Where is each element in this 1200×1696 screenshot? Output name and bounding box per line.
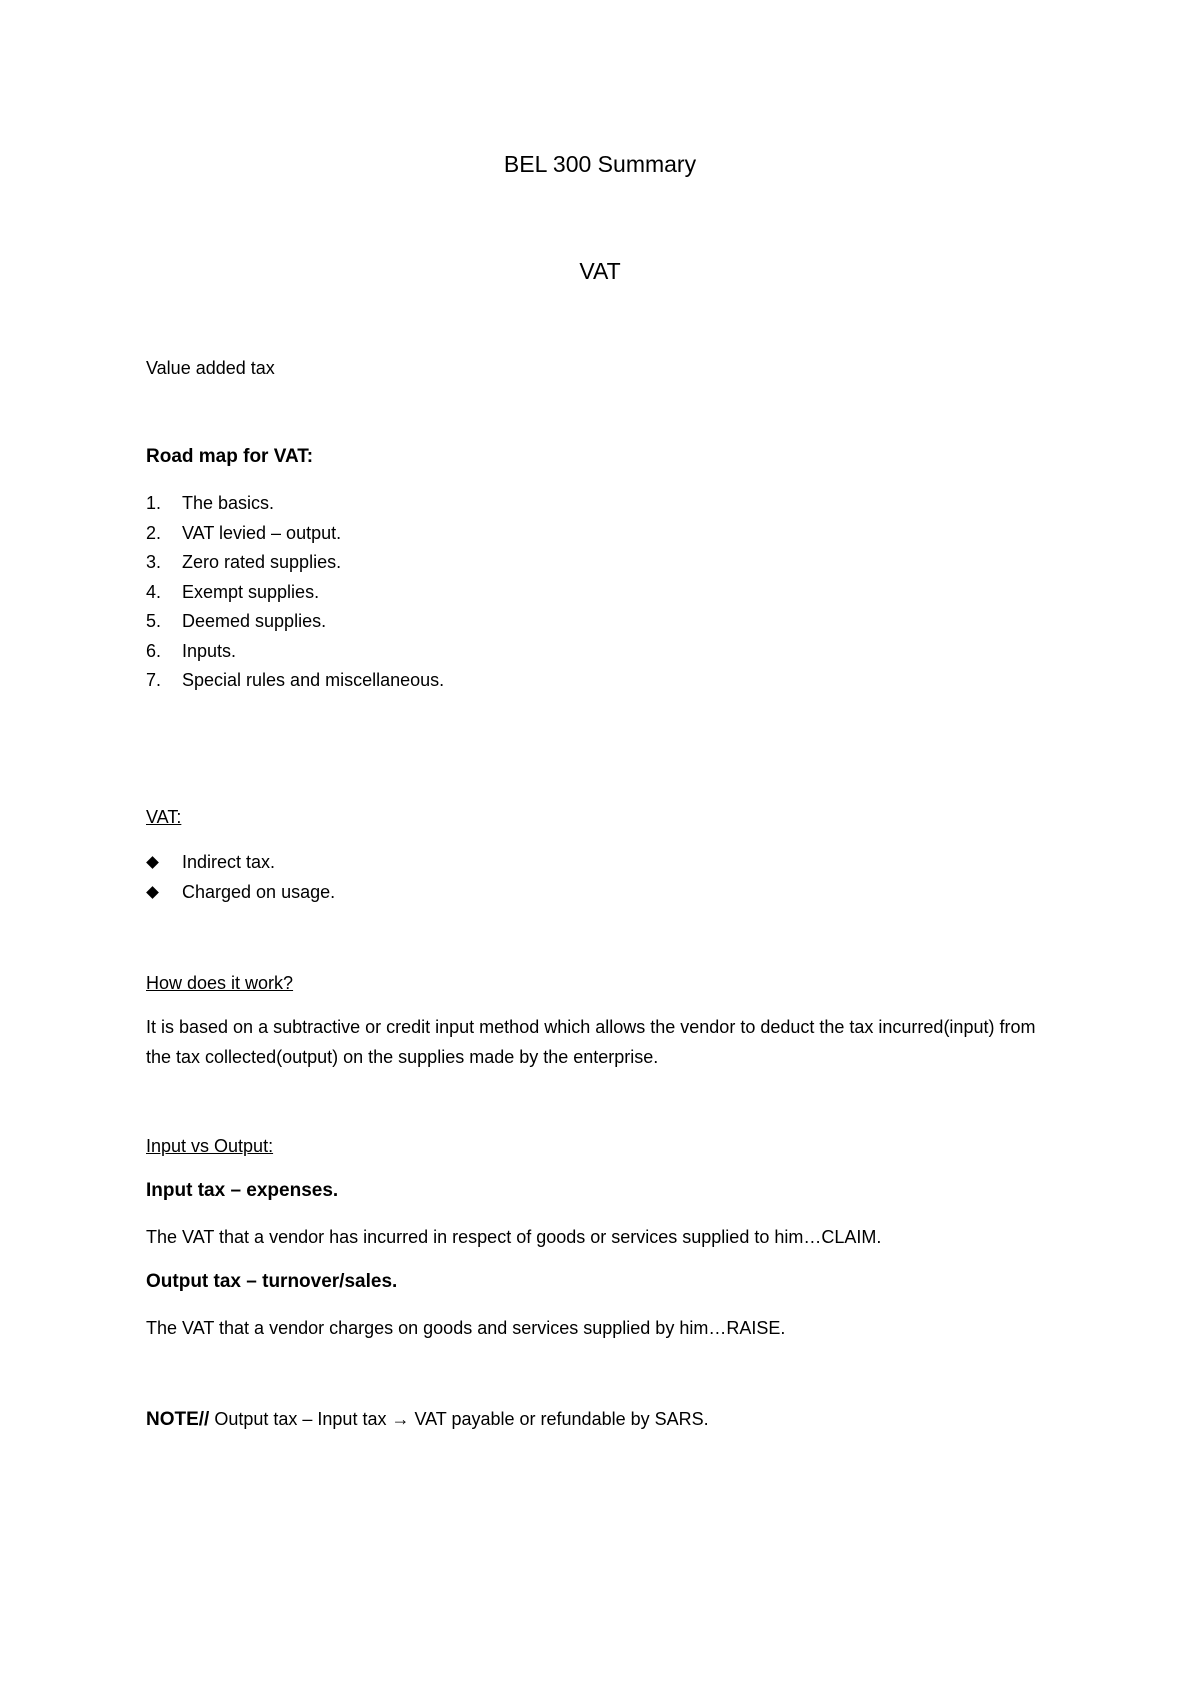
list-item-text: Exempt supplies. (182, 581, 320, 602)
list-item (146, 551, 444, 581)
input-tax-text: The VAT that a vendor has incurred in respect of goods or services supplied to him…CLAIM. (146, 1227, 882, 1247)
vat-bullet-list (146, 851, 335, 910)
document-title: BEL 300 Summary (503, 151, 697, 177)
how-heading: How does it work? (146, 973, 294, 993)
list-number: 7. (146, 670, 162, 690)
how-paragraph: It is based on a subtractive or credit input method which allows the vendor to deduct the tax incurred(input) from the tax collected(output) on the supplies made by the enterprise. (146, 1017, 1036, 1067)
list-item-text: The basics. (182, 493, 275, 513)
list-item (146, 610, 444, 640)
list-item (146, 522, 444, 552)
input-tax-heading: Input tax – expenses. (146, 1180, 339, 1201)
intro-text: Value added tax (146, 358, 275, 378)
note-line (146, 1408, 709, 1431)
list-item-text: VAT levied – output. (182, 522, 342, 543)
list-item (146, 669, 444, 699)
diamond-bullet-icon (146, 886, 159, 899)
section-title: VAT (579, 258, 621, 284)
list-item (146, 881, 335, 911)
note-text-before: Output tax – Input tax (209, 1409, 392, 1429)
list-number: 2. (146, 522, 162, 543)
list-item (146, 640, 444, 670)
list-item-text: Inputs. (182, 640, 237, 661)
list-number: 6. (146, 640, 162, 661)
list-number: 4. (146, 581, 162, 602)
input-output-heading: Input vs Output: (146, 1136, 274, 1156)
list-number: 5. (146, 611, 162, 631)
list-item (146, 581, 444, 611)
list-item-text: Special rules and miscellaneous. (182, 670, 445, 690)
output-tax-text: The VAT that a vendor charges on goods and services supplied by him…RAISE. (146, 1318, 786, 1338)
list-item-text: Charged on usage. (182, 881, 336, 902)
diamond-bullet-icon (146, 856, 159, 869)
note-label: NOTE// (146, 1409, 210, 1430)
list-number: 3. (146, 552, 162, 572)
roadmap-heading: Road map for VAT: (146, 446, 314, 467)
list-item (146, 492, 444, 522)
roadmap-list (146, 492, 444, 699)
list-item-text: Indirect tax. (182, 852, 276, 872)
vat-heading: VAT: (146, 807, 182, 827)
list-item-text: Deemed supplies. (182, 611, 327, 631)
output-tax-heading: Output tax – turnover/sales. (146, 1271, 398, 1292)
note-text-after: VAT payable or refundable by SARS. (409, 1409, 709, 1429)
list-item (146, 851, 335, 881)
right-arrow-icon: → (391, 1409, 410, 1429)
list-number: 1. (146, 493, 162, 513)
list-item-text: Zero rated supplies. (182, 552, 342, 572)
